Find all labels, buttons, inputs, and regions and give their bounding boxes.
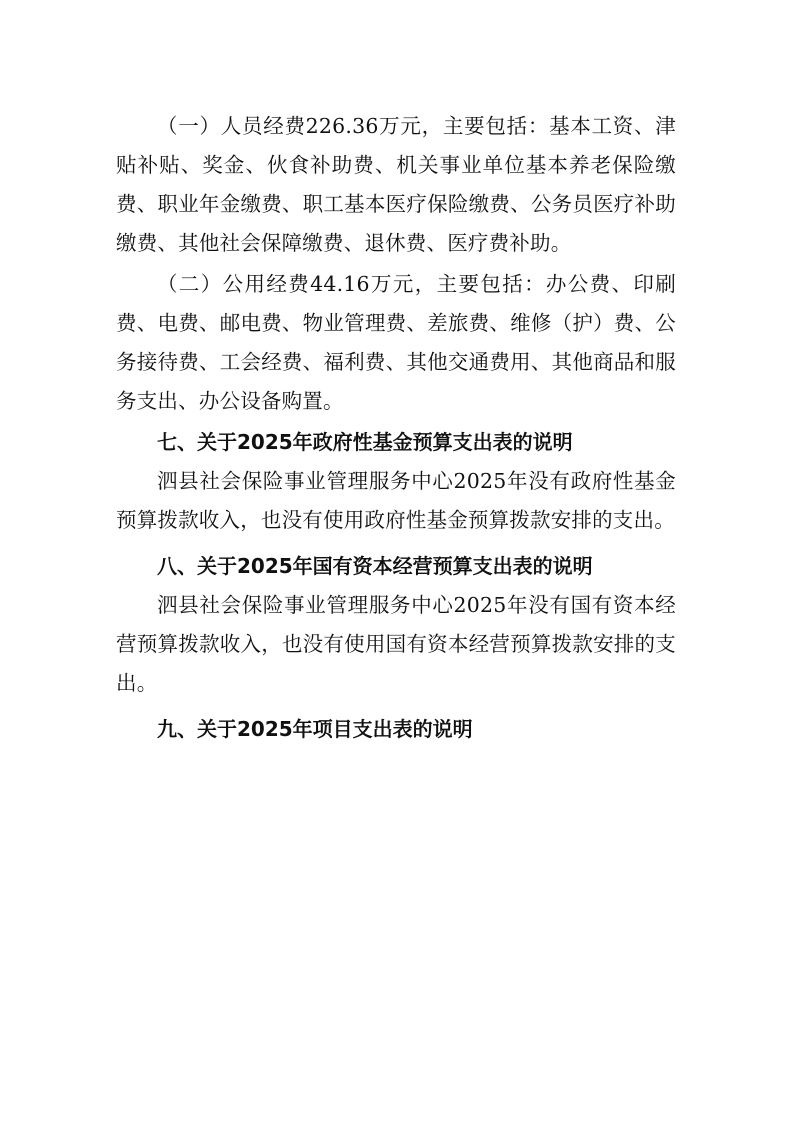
paragraph-state-capital: 泗县社会保险事业管理服务中心2025年没有国有资本经营预算拨款收入，也没有使用国有资本经营预算拨款安排的支出。 <box>116 593 676 695</box>
paragraph-gov-fund: 泗县社会保险事业管理服务中心2025年没有政府性基金预算拨款收入，也没有使用政府性基金预算拨款安排的支出。 <box>116 469 676 532</box>
document-body <box>116 107 676 749</box>
paragraph-public-expense: （二）公用经费44.16万元，主要包括：办公费、印刷费、电费、邮电费、物业管理费、差旅费、维修（护）费、公务接待费、工会经费、福利费、其他交通费用、其他商品和服务支出、办公设备购置。 <box>116 272 676 413</box>
heading-section-9: 九、关于2025年项目支出表的说明 <box>157 717 473 741</box>
heading-section-7: 七、关于2025年政府性基金预算支出表的说明 <box>157 430 573 454</box>
heading-section-8: 八、关于2025年国有资本经营预算支出表的说明 <box>157 554 593 578</box>
paragraph-personnel-expense: （一）人员经费226.36万元，主要包括：基本工资、津贴补贴、奖金、伙食补助费、机关事业单位基本养老保险缴费、职业年金缴费、职工基本医疗保险缴费、公务员医疗补助缴费、其他社会保障缴费、退休费、医疗费补助。 <box>116 114 676 255</box>
